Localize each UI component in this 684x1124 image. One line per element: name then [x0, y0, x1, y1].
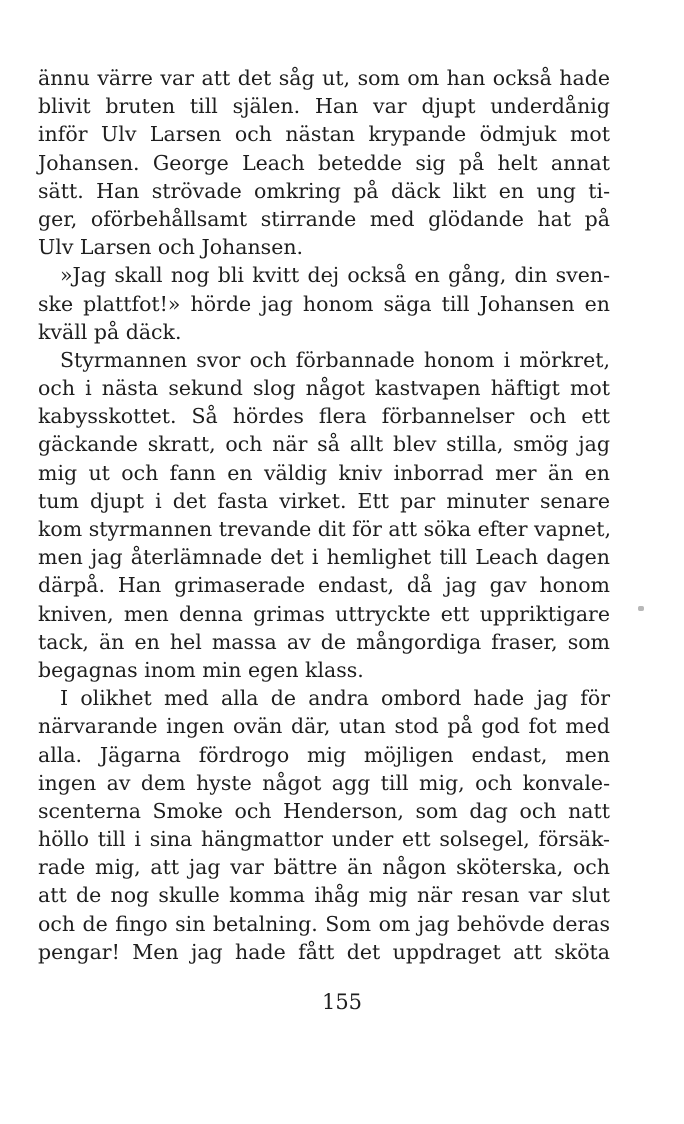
text-line: gäckande skratt, och när så allt blev stilla, smög jag [38, 432, 610, 457]
text-line: kväll på däck. [38, 319, 182, 344]
text-line: därpå. Han grimaserade endast, då jag gav honom [38, 573, 610, 598]
text-line: Johansen. George Leach betedde sig på helt annat [38, 150, 610, 175]
text-line: tack, än en hel massa av de mångordiga fraser, som [38, 629, 610, 654]
text-line: men jag återlämnade det i hemlighet till Leach dagen [38, 545, 610, 570]
text-line: rade mig, att jag var bättre än någon sköterska, och [38, 855, 610, 880]
text-line: alla. Jägarna fördrogo mig möjligen endast, men [38, 742, 610, 767]
text-line: I olikhet med alla de andra ombord hade jag för [60, 686, 610, 711]
text-line: mig ut och fann en väldig kniv inborrad mer än en [38, 460, 610, 485]
text-line: att de nog skulle komma ihåg mig när resan var slut [38, 883, 610, 908]
text-line: ske plattfot!» hörde jag honom säga till Johansen en [38, 291, 610, 316]
body-text [38, 64, 610, 966]
text-line: kniven, men denna grimas uttryckte ett uppriktigare [38, 601, 610, 626]
margin-mark [638, 606, 644, 611]
text-line: ger, oförbehållsamt stirrande med glödande hat på [38, 206, 610, 231]
text-line: kom styrmannen trevande dit för att söka efter vapnet, [38, 517, 612, 541]
page-number: 155 [321, 990, 363, 1014]
text-line: ännu värre var att det såg ut, som om han också hade [38, 66, 610, 90]
text-line: begagnas inom min egen klass. [38, 657, 364, 682]
text-line: höllo till i sina hängmattor under ett solsegel, försäk- [38, 827, 610, 852]
text-line: scenterna Smoke och Henderson, som dag och natt [38, 798, 610, 823]
text-line: pengar! Men jag hade fått det uppdraget att sköta [38, 939, 610, 964]
text-line: inför Ulv Larsen och nästan krypande ödmjuk mot [38, 122, 610, 147]
text-line: Ulv Larsen och Johansen. [38, 235, 304, 260]
text-line: tum djupt i det fasta virket. Ett par minuter senare [38, 488, 610, 513]
text-line: kabysskottet. Så hördes flera förbannelser och ett [38, 404, 610, 429]
text-line: och i nästa sekund slog något kastvapen häftigt mot [38, 376, 610, 401]
text-line: närvarande ingen ovän där, utan stod på god fot med [38, 714, 610, 739]
text-line: »Jag skall nog bli kvitt dej också en gång, din sven- [60, 263, 610, 288]
text-line: Styrmannen svor och förbannade honom i mörkret, [60, 347, 610, 372]
text-line: ingen av dem hyste något agg till mig, och konvale- [38, 770, 610, 795]
text-line: och de fingo sin betalning. Som om jag behövde deras [38, 911, 610, 936]
text-line: sätt. Han strövade omkring på däck likt en ung ti- [38, 178, 610, 203]
text-line: blivit bruten till själen. Han var djupt underdånig [38, 94, 610, 119]
